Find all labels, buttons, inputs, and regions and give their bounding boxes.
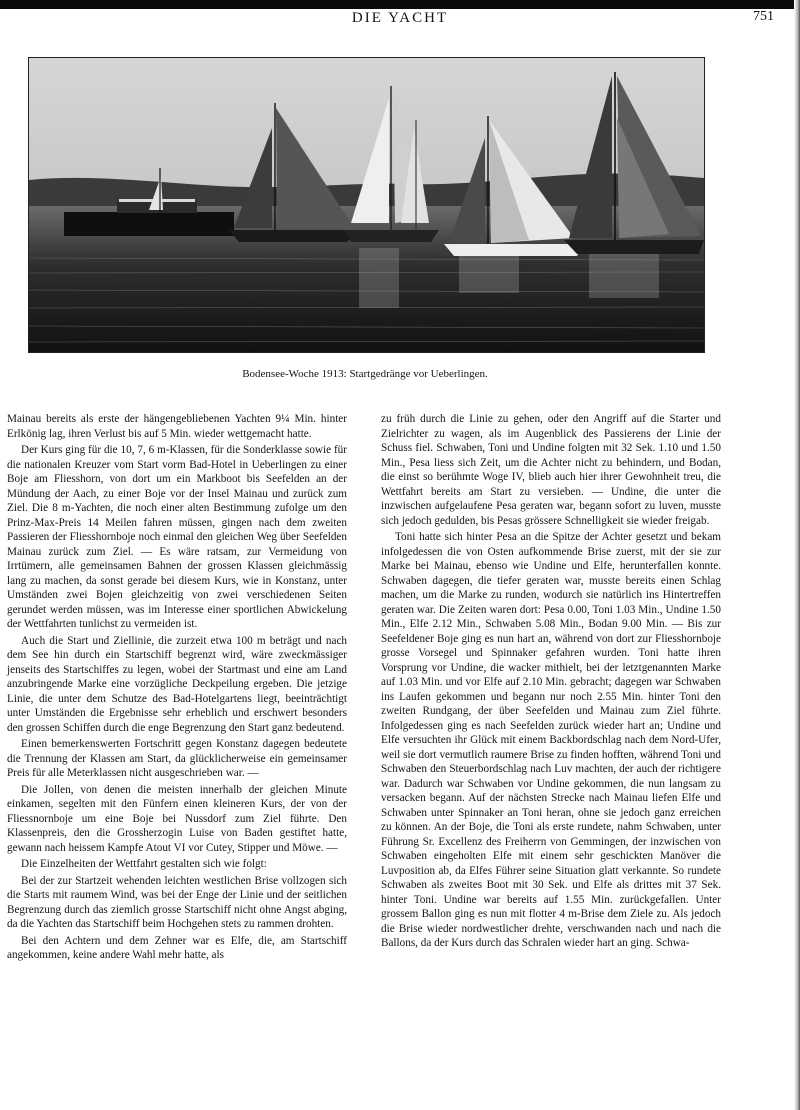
sailing-regatta-photo	[28, 57, 705, 353]
running-title: DIE YACHT	[351, 10, 449, 26]
left-text-column	[7, 412, 347, 963]
paragraph: Mainau bereits als erste der hängengebliebenen Yachten 9¼ Min. hinter Erlkönig lag, ihren Verlust bis auf 5 Min. wieder wettgemacht hatte.	[7, 413, 347, 440]
paragraph: Toni hatte sich hinter Pesa an die Spitze der Achter gesetzt und bekam infolgedessen die von Osten aufkommende Brise zuerst, mit der sie zur Marke bei Mainau, ebenso wie Undine und Elfe, herunterfallen konnte. Schwaben dagegen, die tiefer geraten war, musste bereits einen Schlag machen, um die Marke zu runden, wodurch sie natürlich ins Hintertreffen geraten war. Die Zeiten waren dort: Pesa 0.00, Toni 1.03 Min., Undine 1.50 Min., Elfe 2.12 Min., Schwaben 5.08 Min., Bodan 9.00 Min. — Bis zur Seefeldener Boje ging es nun hart an, während von dort zur Fliesshornboje grosse Vorsegel und Spinnaker gefahren wurden. Toni hatte ihren Vorsprung vor Undine, die wacker mithielt, bei der letztgenannten Marke auf 1.03 Min. und vor Elfe auf 2.10 Min. gebracht; dagegen war Schwaben ins Laufen gekommen und begann nur noch 2.55 Min. hinter Toni den zweiten Rundgang, der über Seefelden und Mainau zum Ziel führte. Infolgedessen ging es nach Seefelden zurück wieder hart an; Undine und Elfe versuchten ihr Glück mit einem Backbordschlag nach dem Nord-Ufer, weil sie dort vermutlich raumere Brise zu finden hofften, während Toni und Schwaben den Steuerbordschlag nach Luv machten, der auch der richtigere war. Dadurch war Schwaben vor Undine gekommen, die nun langsam zu versacken begann. Auf der nächsten Strecke nach Mainau liefen Elfe und Schwaben unter Spinnaker an Toni heran, ohne sie jedoch ganz erreichen zu können. An der Boje, die Toni als erste rundete, nahm Schwaben, unter Führung Sr. Excellenz des Freiherrn von Gemmingen, der inzwischen von Schwaben eingeholten Elfe mit einem sehr geschickten Manöver die Luvposition ab, da Elfes Führer seine Situation glatt verkannte. So rundete Schwaben als zweites Boot mit 30 Sek. und Elfe als drittes mit 37 Sek. hinter Toni. Undine war bereits auf 1.55 Min. zurückgefallen. Unter grossem Ballon ging es nun mit flotter 4 m-Brise dem Ziele zu. Als jedoch die Brise wieder nordwestlicher drehte, verschwanden nach und nach die Ballons, da der Kurs durch das Schralen wieder hart an ging. Schwa-	[381, 531, 721, 949]
paragraph: Auch die Start und Ziellinie, die zurzeit etwa 100 m beträgt und nach dem See hin durch ein Startschiff begrenzt wird, wäre zweckmässiger jenseits des Startschiffes zu legen, wobei der Startmast und eine am Land anzubringende Marke eine vorzügliche Deckpeilung ergeben. Die jetzige Linie, die unter dem Schutze des Bad-Hotelgartens liegt, beeinträchtigt unter Umständen die Ergebnisse sehr erheblich und erschwert besonders den grossen Schiffen durch die enge Begrenzung den Start ganz bedeutend.	[7, 634, 347, 734]
paragraph: Die Einzelheiten der Wettfahrt gestalten sich wie folgt:	[21, 858, 267, 870]
page-number: 751	[753, 9, 774, 24]
paragraph: Bei den Achtern und dem Zehner war es Elfe, die, am Startschiff angekommen, keine andere Wahl mehr hatte, als	[7, 934, 347, 961]
paragraph: Bei der zur Startzeit wehenden leichten westlichen Brise vollzogen sich die Starts mit raumem Wind, was bei der Enge der Linie und der seitlichen Begrenzung durch das ziemlich grosse Startschiff nicht ohne Angst abging, da die Yachten das Startschiff beim Hochgehen stets zu rammen drohten.	[7, 874, 347, 930]
paragraph: Der Kurs ging für die 10, 7, 6 m-Klassen, für die Sonderklasse sowie für die nationalen Kreuzer vom Start vorm Bad-Hotel in Ueberlingen zu einer Boje am Fliesshorn, von dort um ein Markboot bis Seefelden an der Mündung der Aach, zu einer Boje vor der Insel Mainau und zurück zum Ziel. Die 8 m-Yachten, die noch einer alten Bestimmung zufolge um den Prinz-Max-Preis 14 Meilen fahren müssen, gingen nach dem zweiten Passieren der Fliesshornboje noch einmal den gleichen Weg über Seefelden Mainau zurück zum Ziel. — Es wäre ratsam, zur Vermeidung von Irrtümern, alle gemeinsamen Bahnen der grossen Klassen gleichmässig lang zu machen, da sonst gerade bei diesem Kurs, wie in Konstanz, unter Umständen zwei Bojen gleichzeitig von zwei verschiedenen Seiten gerundet werden müssen, was im Interesse einer sportlichen Abwickelung der Wettfahrten tunlichst zu vermeiden ist.	[7, 444, 347, 630]
page-fold-shadow	[794, 0, 800, 1110]
paragraph: Einen bemerkenswerten Fortschritt gegen Konstanz dagegen bedeutete die Trennung der Klassen am Start, da glücklicherweise ein gemeinsamer Preis für alle Meterklassen nicht ausgeschrieben war. —	[7, 738, 347, 779]
paragraph: zu früh durch die Linie zu gehen, oder den Angriff auf die Starter und Zielrichter zu wagen, als im Augenblick des Passierens der Linie der Schuss fiel. Schwaben, Toni und Undine folgten mit 32 Sek. 1.10 und 1.50 Min., Pesa liess sich Zeit, um die Achter nicht zu behindern, und Bodan, die einst so berühmte Woge IV, blieb auch hier ihrer Gewohnheit treu, die Wettfahrt bereits am Start zu versieben. — Undine, die unter die inzwischen aufgelaufene Pesa geraten war, begann sofort zu luven, musste sich jedoch gedulden, bis Pesas grössere Schnelligkeit sie wieder freigab.	[381, 413, 721, 527]
page-top-edge	[0, 0, 800, 9]
figure-caption: Bodensee-Woche 1913: Startgedränge vor Ueberlingen.	[242, 368, 488, 380]
paragraph: Die Jollen, von denen die meisten innerhalb der gleichen Minute einkamen, segelten mit den Fünfern einen kleineren Kurs, der von der Fliessnornboje um eine Boje bei Nussdorf zum Ziel führte. Den Klassenpreis, den die Grossherzogin Luise von Baden gestiftet hatte, gewann nach heissem Kampfe Atout VI vor Cutey, Stipper und Möwe. —	[7, 783, 347, 854]
right-text-column	[381, 412, 721, 951]
